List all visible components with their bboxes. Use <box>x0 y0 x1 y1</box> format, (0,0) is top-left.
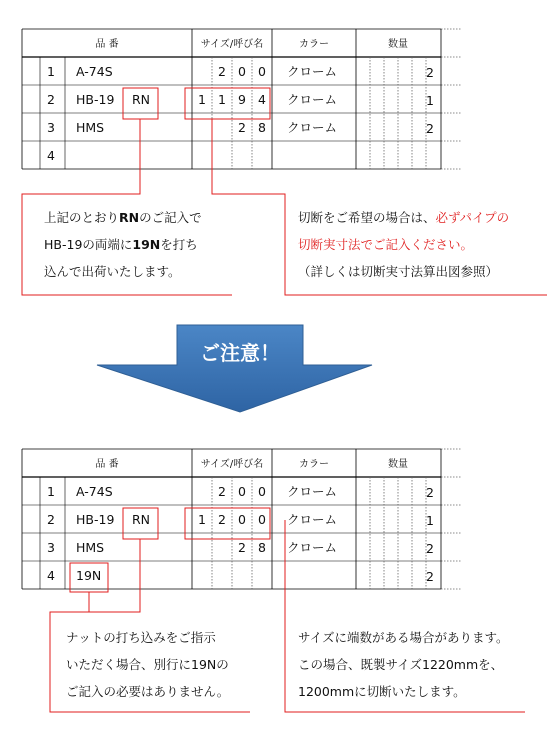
row-number: 3 <box>47 120 55 135</box>
part-number: A-74S <box>76 64 113 79</box>
caution-arrow <box>97 325 372 412</box>
qty-value: 2 <box>426 65 434 80</box>
size-digit: 2 <box>238 120 246 135</box>
size-digit: 0 <box>238 64 246 79</box>
qty-value: 2 <box>426 485 434 500</box>
qty-value: 2 <box>426 569 434 584</box>
size-digit: 0 <box>258 512 266 527</box>
size-digit: 8 <box>258 540 266 555</box>
note1-line2-c: を打ち <box>160 237 198 252</box>
color-value: クローム <box>287 484 338 499</box>
part-number: HB-19 <box>76 512 115 527</box>
size-digit: 0 <box>258 64 266 79</box>
size-digit: 2 <box>218 512 226 527</box>
note-cut-length <box>298 210 509 279</box>
note3-line1: ナットの打ち込みをご指示 <box>66 630 216 645</box>
size-digit: 2 <box>218 64 226 79</box>
qty-value: 1 <box>426 93 434 108</box>
row-number: 2 <box>47 512 55 527</box>
note4-line3: 1200mmに切断いたします。 <box>298 684 466 699</box>
note1-line3: 込んで出荷いたします。 <box>44 264 181 279</box>
row-number: 1 <box>47 64 55 79</box>
note4-line2: この場合、既製サイズ1220mmを、 <box>298 657 504 672</box>
size-digit: 1 <box>198 512 206 527</box>
color-value: クローム <box>287 120 338 135</box>
size-digit: 8 <box>258 120 266 135</box>
part-number: HMS <box>76 120 105 135</box>
header-part: 品 番 <box>95 459 119 470</box>
callout-markers-bottom <box>50 508 525 712</box>
note3-line3: ご記入の必要はありません。 <box>66 684 230 699</box>
caution-banner-text: ご注意！ <box>200 341 280 365</box>
color-value: クローム <box>287 512 338 527</box>
header-size: サイズ/呼び名 <box>200 459 264 470</box>
arrow-shape <box>97 325 372 412</box>
part-suffix: RN <box>131 92 151 107</box>
note3-line2: いただく場合、別行に19Nの <box>66 657 229 672</box>
row-number: 1 <box>47 484 55 499</box>
svg-text:上記のとおりRNのご記入で <box>44 210 202 225</box>
qty-value: 1 <box>426 513 434 528</box>
note2-line2-red: 切断実寸法でご記入ください。 <box>298 237 474 252</box>
note2-line3: （詳しくは切断実寸法算出図参照） <box>298 264 499 279</box>
header-color: カラー <box>299 39 329 50</box>
note1-line1-a: 上記のとおり <box>44 210 120 225</box>
note-rn-marking <box>44 210 202 279</box>
qty-value: 2 <box>426 121 434 136</box>
qty-value: 2 <box>426 541 434 556</box>
part-number: HB-19 <box>76 92 115 107</box>
order-table-top <box>22 29 462 169</box>
row-number: 4 <box>47 568 55 583</box>
color-value: クローム <box>287 540 338 555</box>
note-size-fraction <box>298 630 509 699</box>
note4-line1: サイズに端数がある場合があります。 <box>298 630 509 645</box>
size-digit: 2 <box>218 484 226 499</box>
note1-line1-b: RN <box>119 210 140 225</box>
size-digit: 1 <box>218 92 226 107</box>
size-digit: 1 <box>198 92 206 107</box>
row-number: 3 <box>47 540 55 555</box>
svg-text:切断をご希望の場合は、必ずパイプの <box>298 210 509 225</box>
size-digit: 9 <box>238 92 246 107</box>
order-table-bottom <box>22 449 462 589</box>
header-part: 品 番 <box>95 39 119 50</box>
part-number: A-74S <box>76 484 113 499</box>
size-digit: 0 <box>238 512 246 527</box>
note1-line1-c: のご記入で <box>139 210 202 225</box>
svg-text:HB-19の両端に19Nを打ち <box>44 237 198 252</box>
header-qty: 数量 <box>388 459 408 470</box>
size-digit: 0 <box>258 484 266 499</box>
note2-line1-red: 必ずパイプの <box>435 210 510 225</box>
part-number: HMS <box>76 540 105 555</box>
size-digit: 2 <box>238 540 246 555</box>
note1-line2-b: 19N <box>132 237 161 252</box>
row-number: 2 <box>47 92 55 107</box>
color-value: クローム <box>287 64 338 79</box>
note2-line1-a: 切断をご希望の場合は、 <box>298 210 436 225</box>
color-value: クローム <box>287 92 338 107</box>
note-nut-instruction <box>66 630 229 699</box>
part-number: 19N <box>76 568 102 583</box>
size-digit: 0 <box>238 484 246 499</box>
part-suffix: RN <box>131 512 151 527</box>
note1-line2-a: HB-19の両端に <box>44 237 133 252</box>
header-qty: 数量 <box>388 39 408 50</box>
header-color: カラー <box>299 459 329 470</box>
size-digit: 4 <box>258 92 266 107</box>
row-number: 4 <box>47 148 55 163</box>
header-size: サイズ/呼び名 <box>200 39 264 50</box>
